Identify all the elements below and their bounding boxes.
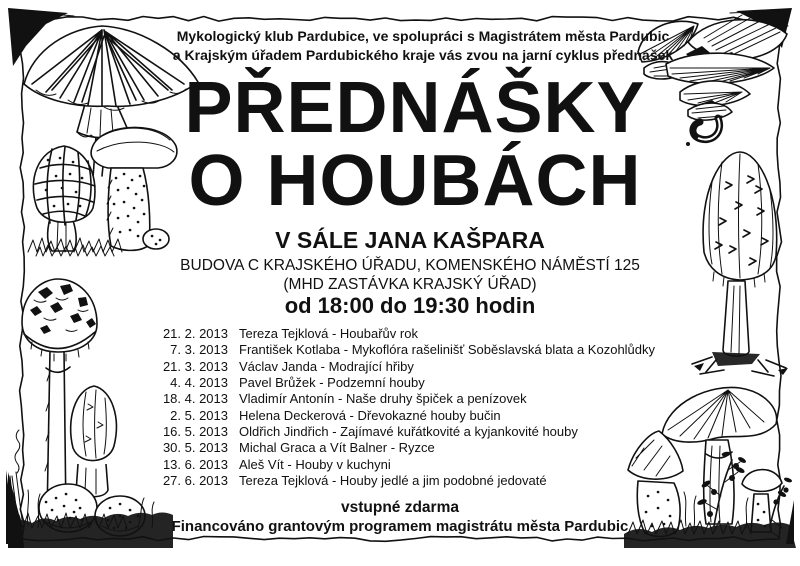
lecture-row bbox=[161, 408, 655, 424]
lecture-row bbox=[161, 457, 655, 473]
lecture-entry: Helena Deckerová - Dřevokazné houby bučin bbox=[239, 407, 501, 423]
lecture-entry: Oldřich Jindřich - Zajímavé kuřátkovité a kyjankovité houby bbox=[239, 424, 578, 440]
lecture-row bbox=[161, 440, 655, 456]
venue-address: BUDOVA C KRAJSKÉHO ÚŘADU, KOMENSKÉHO NÁMĚSTÍ 125 bbox=[180, 257, 640, 274]
lecture-date: 4. 4. 2013 bbox=[170, 375, 228, 391]
lecture-date: 18. 4. 2013 bbox=[162, 391, 228, 407]
lecture-date: 2. 5. 2013 bbox=[170, 407, 228, 423]
lecture-entry: Aleš Vít - Houby v kuchyni bbox=[239, 456, 391, 472]
lecture-row bbox=[161, 342, 655, 358]
lecture-entry: František Kotlaba - Mykoflóra rašelinišť Soběslavská blata a Kozohlůdky bbox=[239, 342, 656, 358]
lecture-entry: Václav Janda - Modrající hřiby bbox=[239, 358, 414, 374]
lecture-entry: Michal Graca a Vít Balner - Ryzce bbox=[239, 440, 435, 456]
lecture-entry: Vladimír Antonín - Naše druhy špiček a penízovek bbox=[239, 391, 527, 407]
funding-note: Financováno grantovým programem magistrátu města Pardubic bbox=[171, 518, 629, 535]
lecture-list bbox=[161, 326, 655, 489]
lecture-time: od 18:00 do 19:30 hodin bbox=[284, 293, 536, 318]
lecture-entry: Tereza Tejklová - Houby jedlé a jim podobné jedovaté bbox=[239, 473, 547, 489]
lecture-entry: Pavel Brůžek - Podzemní houby bbox=[239, 375, 425, 391]
header-invitation bbox=[46, 27, 800, 65]
lecture-date: 27. 6. 2013 bbox=[162, 473, 228, 489]
poster-title bbox=[30, 68, 800, 221]
lecture-entry: Tereza Tejklová - Houbařův rok bbox=[239, 326, 418, 341]
venue-transit-stop: (MHD ZASTÁVKA KRAJSKÝ ÚŘAD) bbox=[283, 276, 537, 293]
lecture-date: 13. 6. 2013 bbox=[162, 456, 228, 472]
header-line-1: Mykologický klub Pardubice, ve spolupráci s Magistrátem města Pardubic bbox=[176, 28, 670, 44]
header-line-2: a Krajským úřadem Pardubického kraje vás zvou na jarní cyklus přednášek bbox=[172, 47, 674, 63]
lecture-row bbox=[161, 375, 655, 391]
lecture-row bbox=[161, 326, 655, 342]
lecture-date: 21. 3. 2013 bbox=[162, 358, 228, 374]
lecture-date: 16. 5. 2013 bbox=[162, 424, 228, 440]
title-line-2: O HOUBÁCH bbox=[188, 141, 642, 221]
lecture-row bbox=[161, 424, 655, 440]
admission-note: vstupné zdarma bbox=[340, 499, 459, 516]
lecture-row bbox=[161, 359, 655, 375]
title-line-1: PŘEDNÁŠKY bbox=[184, 68, 646, 148]
lecture-date: 30. 5. 2013 bbox=[162, 440, 228, 456]
lecture-row bbox=[161, 391, 655, 407]
lecture-date: 7. 3. 2013 bbox=[170, 342, 228, 358]
lecture-row bbox=[161, 473, 655, 489]
venue-hall: V SÁLE JANA KAŠPARA bbox=[275, 227, 545, 253]
lecture-date: 21. 2. 2013 bbox=[162, 326, 228, 341]
